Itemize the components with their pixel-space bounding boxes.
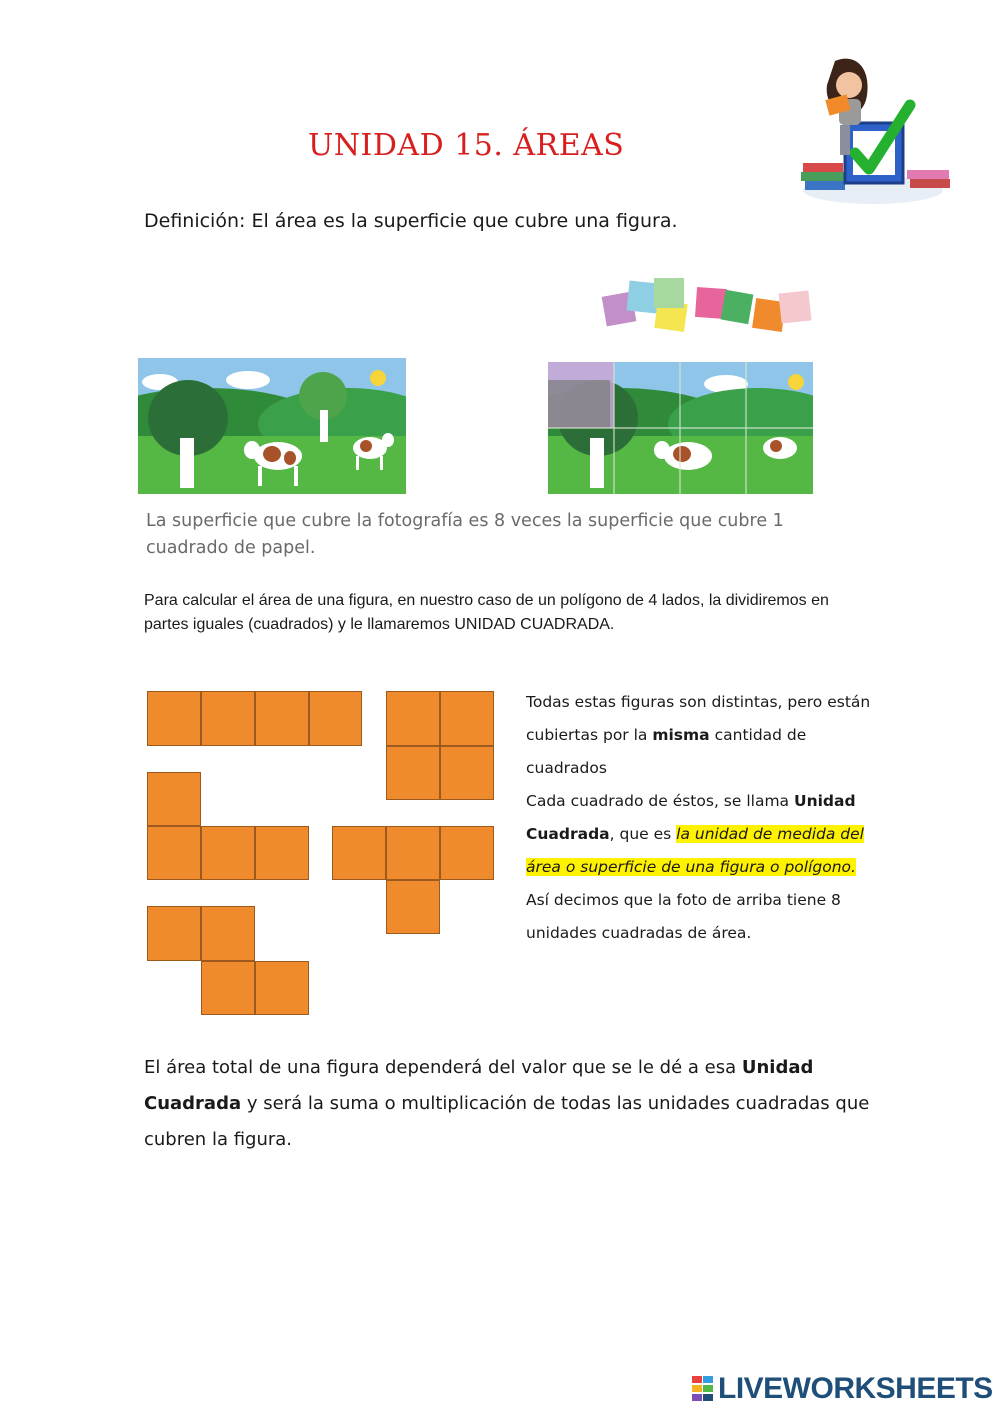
intro-paragraph: Para calcular el área de una figura, en nuestro caso de un polígono de 4 lados, la dividiremos en partes iguales (cuadrados) y le llamaremos UNIDAD CUADRADA. (144, 592, 829, 633)
unit-square (440, 826, 494, 880)
conclusion-bold: Unidad Cuadrada (144, 1057, 814, 1114)
conclusion-paragraph (144, 1050, 874, 1158)
photo-caption: La superficie que cubre la fotografía es 8 veces la superficie que cubre 1 cuadrado de papel. (146, 511, 784, 558)
unit-square (309, 691, 362, 746)
side-explanation (526, 686, 886, 950)
brand-name: LIVEWORKSHEETS (718, 1372, 993, 1405)
liveworksheets-brand (692, 1372, 993, 1406)
side-text-1: Todas estas figuras son distintas, pero están cubiertas por la (526, 693, 871, 744)
side-bold-unidad: Unidad Cuadrada (526, 792, 856, 843)
conclusion-text-1: El área total de una figura dependerá del valor que se le dé a esa (144, 1057, 737, 1078)
side-text-5: Así decimos que la foto de arriba tiene 8 unidades cuadradas de área. (526, 891, 841, 942)
cows-landscape-photo (138, 358, 406, 494)
unit-square (386, 880, 440, 934)
teacher-avatar-icon (795, 55, 960, 210)
unit-square (147, 826, 201, 880)
unit-square (255, 826, 309, 880)
conclusion-text-2: y será la suma o multiplicación de todas las unidades cuadradas que cubren la figura. (144, 1093, 870, 1150)
side-text-3: Cada cuadrado de éstos, se llama (526, 792, 790, 810)
definition-text: Definición: El área es la superficie que cubre una figura. (144, 210, 678, 232)
side-text-4: , que es (609, 825, 672, 843)
unit-square (201, 691, 255, 746)
unit-square (332, 826, 386, 880)
unit-square (201, 961, 255, 1015)
paper-squares-icon (598, 272, 818, 338)
unit-square (255, 961, 309, 1015)
unit-square (147, 691, 201, 746)
unit-square (147, 772, 201, 826)
unit-square (147, 906, 201, 961)
liveworksheets-logo-icon (692, 1376, 714, 1402)
unit-square (201, 906, 255, 961)
side-text-2: cantidad de cuadrados (526, 726, 807, 777)
page-title: UNIDAD 15. ÁREAS (308, 128, 625, 163)
unit-square (440, 746, 494, 800)
unit-square (386, 826, 440, 880)
highlighted-definition: la unidad de medida del área o superficie de una figura o polígono. (526, 825, 864, 876)
unit-square (255, 691, 309, 746)
unit-square (386, 691, 440, 746)
unit-square (440, 691, 494, 746)
side-bold-misma: misma (652, 726, 710, 744)
unit-square (386, 746, 440, 800)
cows-landscape-grid-photo (548, 362, 813, 494)
unit-square (201, 826, 255, 880)
